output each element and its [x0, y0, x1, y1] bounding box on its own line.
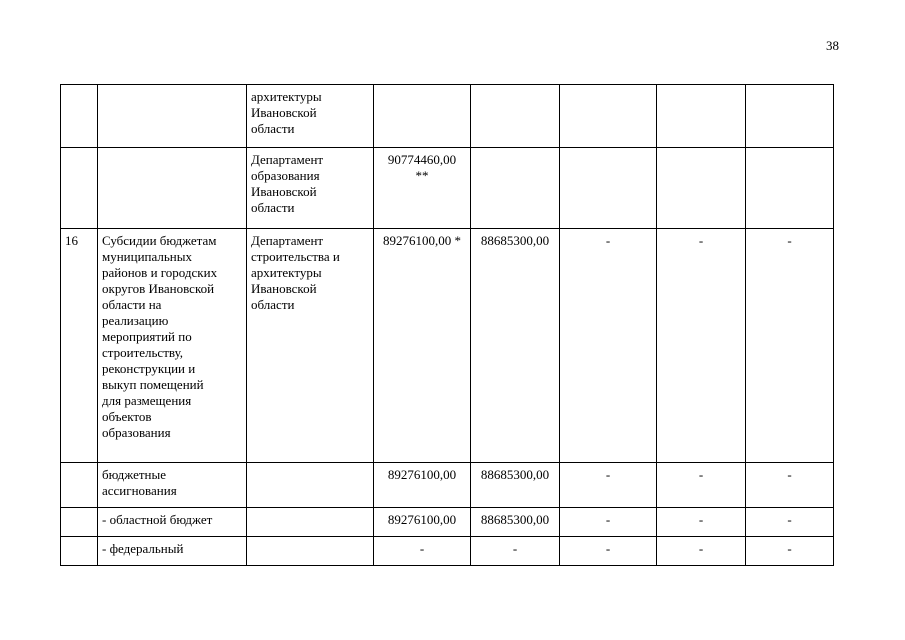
- year5-amount-cell: -: [746, 537, 834, 566]
- year3-amount-cell: -: [560, 537, 657, 566]
- department-cell: [247, 537, 374, 566]
- year3-amount-cell: [560, 85, 657, 148]
- year4-amount-cell: [657, 85, 746, 148]
- year2-amount-cell: -: [471, 537, 560, 566]
- year5-amount-cell: [746, 148, 834, 229]
- department-cell: Департамент образования Ивановской области: [247, 148, 374, 229]
- year1-amount-cell: -: [374, 537, 471, 566]
- year4-amount-cell: -: [657, 463, 746, 508]
- year4-amount-cell: -: [657, 508, 746, 537]
- table-row: [61, 85, 834, 148]
- department-cell: Департамент строительства и архитектуры Ивановской области: [247, 229, 374, 463]
- row-number-cell: [61, 85, 98, 148]
- row-number-cell: [61, 148, 98, 229]
- row-number-cell: 16: [61, 229, 98, 463]
- department-cell: [247, 463, 374, 508]
- year3-amount-cell: [560, 148, 657, 229]
- year4-amount-cell: -: [657, 537, 746, 566]
- year2-amount-cell: [471, 148, 560, 229]
- year5-amount-cell: -: [746, 508, 834, 537]
- department-cell: архитектуры Ивановской области: [247, 85, 374, 148]
- year4-amount-cell: -: [657, 229, 746, 463]
- year1-amount-cell: 89276100,00: [374, 508, 471, 537]
- year4-amount-cell: [657, 148, 746, 229]
- event-name-cell: [98, 148, 247, 229]
- event-name-cell: бюджетные ассигнования: [98, 463, 247, 508]
- row-number-cell: [61, 537, 98, 566]
- year5-amount-cell: [746, 85, 834, 148]
- table-row: [61, 229, 834, 463]
- table-row: [61, 508, 834, 537]
- year5-amount-cell: -: [746, 463, 834, 508]
- event-name-cell: [98, 85, 247, 148]
- event-name-cell: - областной бюджет: [98, 508, 247, 537]
- table-row: [61, 463, 834, 508]
- table-row: [61, 148, 834, 229]
- year5-amount-cell: -: [746, 229, 834, 463]
- event-name-cell: - федеральный: [98, 537, 247, 566]
- year1-amount-cell: 89276100,00 *: [374, 229, 471, 463]
- row-number-cell: [61, 463, 98, 508]
- year1-amount-cell: [374, 85, 471, 148]
- year3-amount-cell: -: [560, 229, 657, 463]
- year3-amount-cell: -: [560, 508, 657, 537]
- budget-table: [60, 84, 834, 566]
- page-number: 38: [826, 38, 839, 53]
- year1-amount-cell: 90774460,00 **: [374, 148, 471, 229]
- table-row: [61, 537, 834, 566]
- year2-amount-cell: 88685300,00: [471, 508, 560, 537]
- event-name-cell: Субсидии бюджетам муниципальных районов и городских округов Ивановской области на реализацию мероприятий по строительству, реконструкции и выкуп помещений для размещения объектов образования: [98, 229, 247, 463]
- year2-amount-cell: 88685300,00: [471, 463, 560, 508]
- year1-amount-cell: 89276100,00: [374, 463, 471, 508]
- year3-amount-cell: -: [560, 463, 657, 508]
- department-cell: [247, 508, 374, 537]
- year2-amount-cell: 88685300,00: [471, 229, 560, 463]
- row-number-cell: [61, 508, 98, 537]
- year2-amount-cell: [471, 85, 560, 148]
